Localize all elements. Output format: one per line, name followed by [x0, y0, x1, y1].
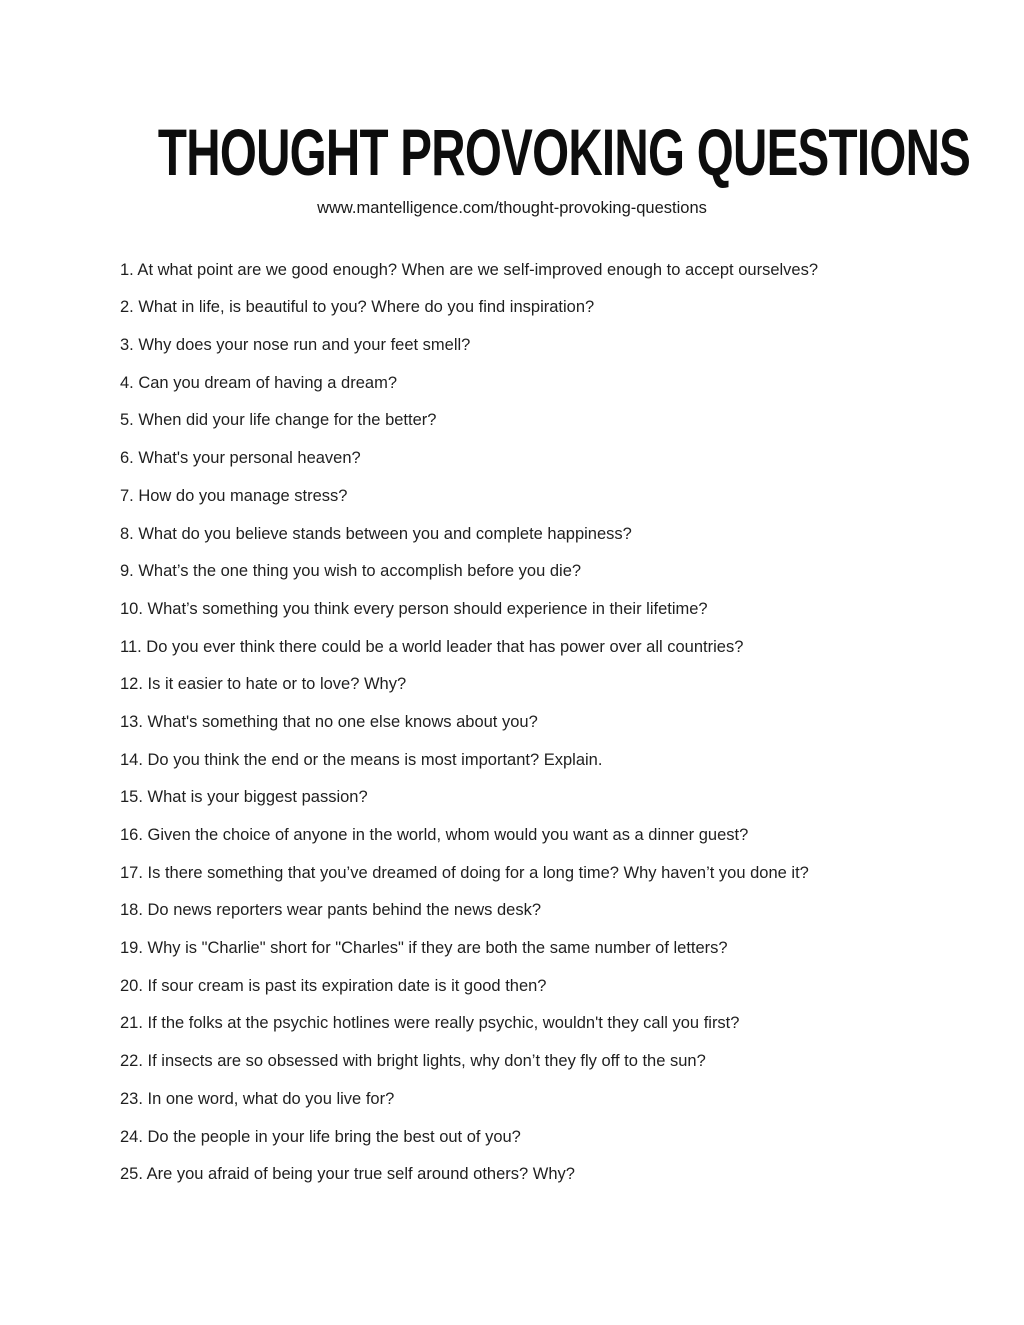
question-item: 12. Is it easier to hate or to love? Why?: [120, 675, 407, 694]
question-item: 23. In one word, what do you live for?: [120, 1089, 395, 1108]
question-item: 24. Do the people in your life bring the best out of you?: [120, 1127, 521, 1146]
question-item: 10. What’s something you think every person should experience in their lifetime?: [120, 599, 708, 618]
question-item: 7. How do you manage stress?: [120, 486, 348, 505]
question-item: 17. Is there something that you’ve dreamed of doing for a long time? Why haven’t you done it?: [120, 863, 809, 882]
question-item: 11. Do you ever think there could be a world leader that has power over all countries?: [120, 637, 744, 656]
question-item: 5. When did your life change for the better?: [120, 411, 437, 430]
page-title: THOUGHT PROVOKING QUESTIONS: [157, 115, 971, 189]
question-item: 19. Why is "Charlie" short for "Charles" if they are both the same number of letters?: [120, 939, 728, 958]
question-item: 8. What do you believe stands between you and complete happiness?: [120, 524, 632, 543]
source-url: www.mantelligence.com/thought-provoking-questions: [317, 198, 707, 217]
question-item: 2. What in life, is beautiful to you? Where do you find inspiration?: [120, 298, 595, 317]
questions-list: [0, 260, 1024, 1185]
question-item: 9. What’s the one thing you wish to accomplish before you die?: [120, 562, 582, 581]
question-item: 1. At what point are we good enough? When are we self-improved enough to accept ourselves?: [120, 260, 819, 279]
question-item: 22. If insects are so obsessed with bright lights, why don’t they fly off to the sun?: [120, 1052, 706, 1071]
question-item: 18. Do news reporters wear pants behind the news desk?: [120, 901, 541, 920]
document-header: [0, 115, 1024, 218]
question-item: 25. Are you afraid of being your true self around others? Why?: [120, 1165, 575, 1184]
question-item: 13. What's something that no one else knows about you?: [120, 712, 538, 731]
question-item: 6. What's your personal heaven?: [120, 449, 361, 468]
question-item: 15. What is your biggest passion?: [120, 788, 368, 807]
question-item: 3. Why does your nose run and your feet smell?: [120, 336, 471, 355]
question-item: 4. Can you dream of having a dream?: [120, 373, 397, 392]
question-item: 20. If sour cream is past its expiration date is it good then?: [120, 976, 547, 995]
question-item: 16. Given the choice of anyone in the world, whom would you want as a dinner guest?: [120, 826, 749, 845]
question-item: 21. If the folks at the psychic hotlines were really psychic, wouldn't they call you first?: [120, 1014, 740, 1033]
question-item: 14. Do you think the end or the means is most important? Explain.: [120, 750, 603, 769]
